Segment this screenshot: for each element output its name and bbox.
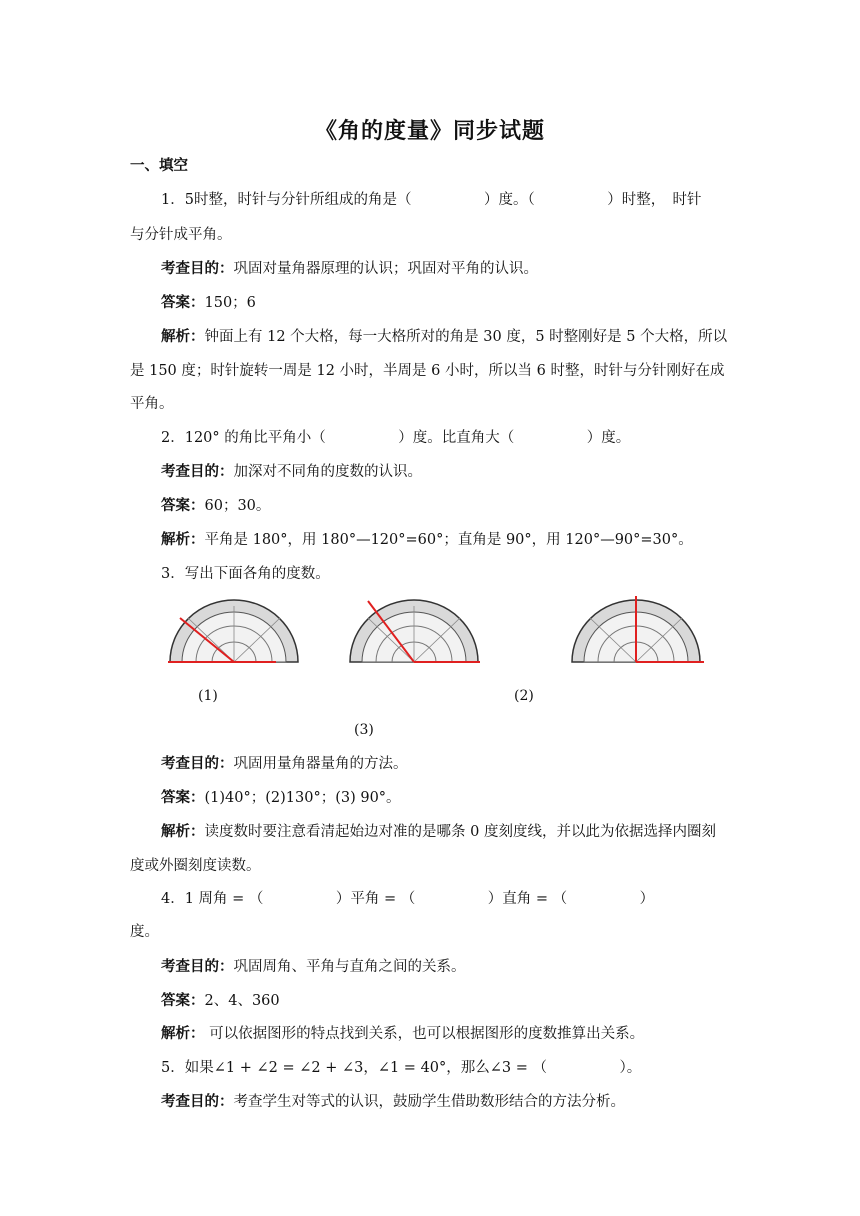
question-3: 3．写出下面各角的度数。 — [161, 566, 330, 582]
q2-purpose: 考查目的：加深对不同角的度数的认识。 — [161, 464, 422, 480]
question-1: 1．5时整，时针与分针所组成的角是（ ）度。（ ）时整， 时针 — [161, 192, 702, 208]
question-2: 2．120° 的角比平角小（ ）度。比直角大（ ）度。 — [161, 430, 631, 446]
q4-answer: 答案：2、4、360 — [161, 993, 280, 1009]
question-4-cont: 度。 — [130, 924, 159, 940]
q3-purpose: 考查目的：巩固用量角器量角的方法。 — [161, 756, 408, 772]
question-1-cont: 与分针成平角。 — [130, 227, 232, 243]
q1-answer: 答案：150；6 — [161, 295, 256, 311]
q1-analysis-end: 平角。 — [130, 396, 174, 412]
section-heading: 一、填空 — [130, 158, 188, 174]
q2-answer: 答案：60；30。 — [161, 498, 271, 514]
q1-analysis: 解析：钟面上有 12 个大格，每一大格所对的角是 30 度，5 时整刚好是 5 个大格，所以 — [161, 329, 728, 345]
question-4: 4．1 周角 = （ ）平角 = （ ）直角 = （ ） — [161, 891, 655, 907]
q1-purpose: 考查目的：巩固对量角器原理的认识；巩固对平角的认识。 — [161, 261, 538, 277]
q5-purpose: 考查目的：考查学生对等式的认识，鼓励学生借助数形结合的方法分析。 — [161, 1094, 625, 1110]
q4-analysis: 解析： 可以依据图形的特点找到关系，也可以根据图形的度数推算出关系。 — [161, 1026, 645, 1042]
protractor-figure-2 — [348, 598, 480, 666]
q3-answer: 答案：(1)40°；(2)130°；(3) 90°。 — [161, 790, 401, 806]
page-title: 《角的度量》同步试题 — [314, 119, 545, 144]
q3-analysis-cont: 度或外圈刻度读数。 — [130, 858, 261, 874]
figure-caption-3: (3) — [354, 722, 374, 738]
q1-analysis-cont: 是 150 度；时针旋转一周是 12 小时，半周是 6 小时，所以当 6 时整，时针与分针刚好在成 — [130, 363, 725, 379]
figure-caption-2: (2) — [514, 688, 534, 704]
protractor-figure-1 — [168, 598, 300, 666]
q2-analysis: 解析：平角是 180°，用 180°—120°=60°；直角是 90°，用 120°—90°=30°。 — [161, 532, 693, 548]
q4-purpose: 考查目的：巩固周角、平角与直角之间的关系。 — [161, 959, 466, 975]
figure-caption-1: (1) — [198, 688, 218, 704]
q3-analysis: 解析：读度数时要注意看清起始边对准的是哪条 0 度刻度线，并以此为依据选择内圈刻 — [161, 824, 716, 840]
protractor-figure-3 — [570, 596, 704, 666]
question-5: 5．如果∠1 + ∠2 = ∠2 + ∠3，∠1 = 40°，那么∠3 = （ ）。 — [161, 1060, 642, 1076]
